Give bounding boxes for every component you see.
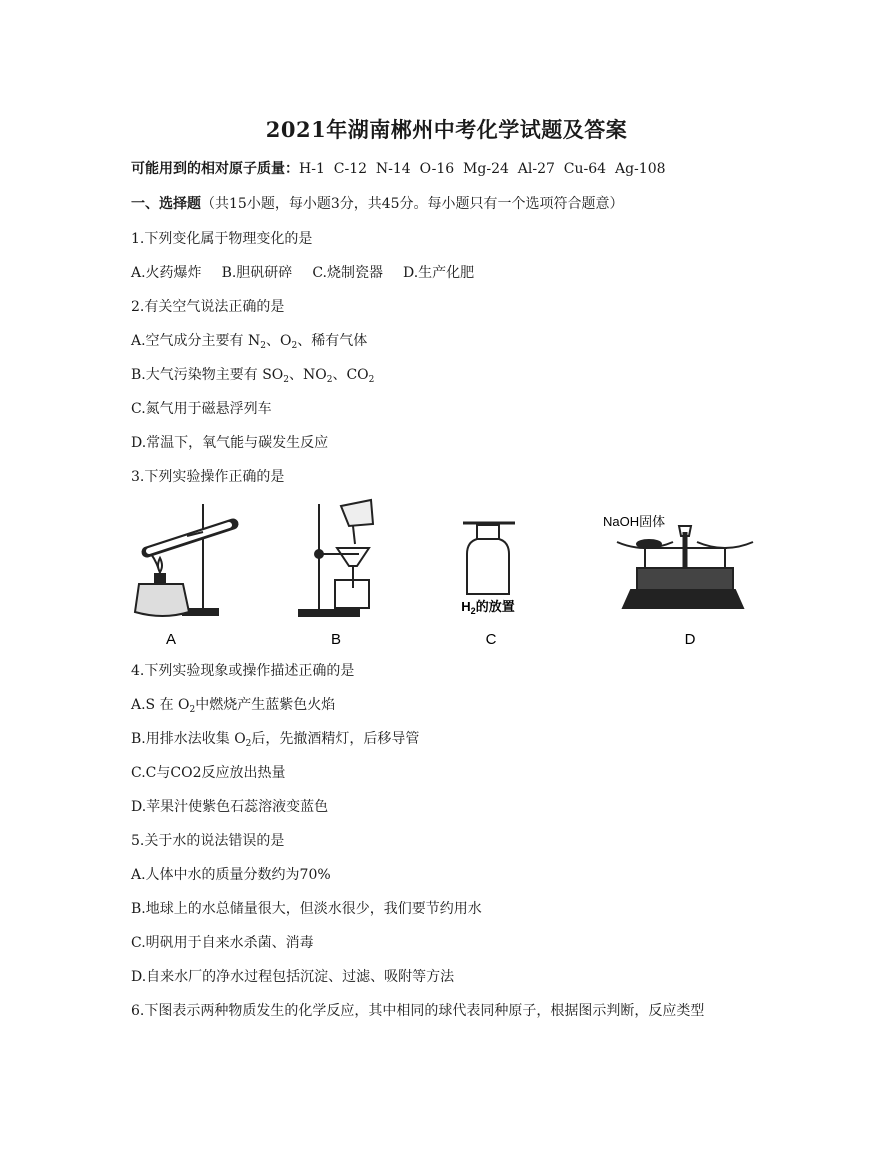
question-4-option-b xyxy=(131,728,419,748)
option-b-text: B.大气污染物主要有 SO xyxy=(131,367,284,383)
option-a: A.火药爆炸 xyxy=(131,265,202,281)
subscript: 2 xyxy=(245,739,252,749)
option-b-text: 、CO xyxy=(332,367,369,383)
question-2-stem: 2.有关空气说法正确的是 xyxy=(131,299,285,315)
d-caption: NaOH固体 xyxy=(603,514,666,529)
section-heading xyxy=(131,193,624,213)
option-b: B.胆矾研碎 xyxy=(221,265,293,281)
question-4-option-c: C.C与CO2反应放出热量 xyxy=(131,765,286,781)
question-5-stem: 5.关于水的说法错误的是 xyxy=(131,833,285,849)
option-a-text: 、O xyxy=(266,333,292,349)
question-4-stem: 4.下列实验现象或操作描述正确的是 xyxy=(131,663,355,679)
atomic-mass-label: 可能用到的相对原子质量： xyxy=(131,161,299,177)
apparatus-a xyxy=(135,504,233,616)
page-title: 2021年湖南郴州中考化学试题及答案 xyxy=(265,117,628,142)
question-6-stem: 6.下图表示两种物质发生的化学反应，其中相同的球代表同种原子，根据图示判断，反应类型 xyxy=(131,1003,705,1019)
option-c: C.烧制瓷器 xyxy=(312,265,383,281)
label-a: A xyxy=(165,631,177,648)
subscript: 2 xyxy=(283,375,289,385)
option-a-text: 、稀有气体 xyxy=(297,333,368,349)
subscript: 2 xyxy=(189,705,196,715)
question-4-option-a xyxy=(131,694,335,714)
subscript: 2 xyxy=(368,375,375,385)
option-a-text: 中燃烧产生蓝紫色火焰 xyxy=(195,697,336,713)
lab-apparatus-figure xyxy=(123,496,763,654)
option-b-text: 后，先撤酒精灯，后移导管 xyxy=(251,731,420,747)
question-2-option-d: D.常温下，氧气能与碳发生反应 xyxy=(131,435,329,451)
label-c: C xyxy=(485,631,497,648)
question-5-option-b: B.地球上的水总储量很大，但淡水很少，我们要节约用水 xyxy=(131,901,482,917)
question-4-option-d: D.苹果汁使紫色石蕊溶液变蓝色 xyxy=(131,799,329,815)
option-b-text: B.用排水法收集 O xyxy=(131,731,246,747)
apparatus-b xyxy=(299,500,373,616)
subscript: 2 xyxy=(291,341,298,351)
subscript: 2 xyxy=(260,341,266,351)
question-5-option-a: A.人体中水的质量分数约为70% xyxy=(131,867,331,883)
option-a-text: A.空气成分主要有 N xyxy=(131,333,261,349)
question-2-option-b xyxy=(131,364,374,384)
section-note: （共15小题，每小题3分，共45分。每小题只有一个选项符合题意） xyxy=(201,196,624,212)
option-a-text: A.S 在 O xyxy=(131,697,190,713)
question-3-stem: 3.下列实验操作正确的是 xyxy=(131,469,285,485)
apparatus-c xyxy=(463,523,515,594)
question-1-options xyxy=(131,262,474,282)
question-1-stem: 1.下列变化属于物理变化的是 xyxy=(131,231,313,247)
option-d: D.生产化肥 xyxy=(402,265,475,281)
section-title: 一、选择题 xyxy=(131,196,201,212)
atomic-mass-line xyxy=(131,158,666,178)
label-b: B xyxy=(330,631,342,648)
question-5-option-c: C.明矾用于自来水杀菌、消毒 xyxy=(131,935,314,951)
label-d: D xyxy=(684,631,696,648)
apparatus-d xyxy=(617,526,753,608)
question-2-option-a xyxy=(131,330,367,350)
question-5-option-d: D.自来水厂的净水过程包括沉淀、过滤、吸附等方法 xyxy=(131,969,455,985)
question-2-option-c: C.氮气用于磁悬浮列车 xyxy=(131,401,272,417)
option-b-text: 、NO xyxy=(289,367,327,383)
subscript: 2 xyxy=(326,375,333,385)
atomic-mass-values: H-1 C-12 N-14 O-16 Mg-24 Al-27 Cu-64 Ag-108 xyxy=(299,161,666,177)
c-caption: $H_2$的放置 xyxy=(461,599,515,616)
